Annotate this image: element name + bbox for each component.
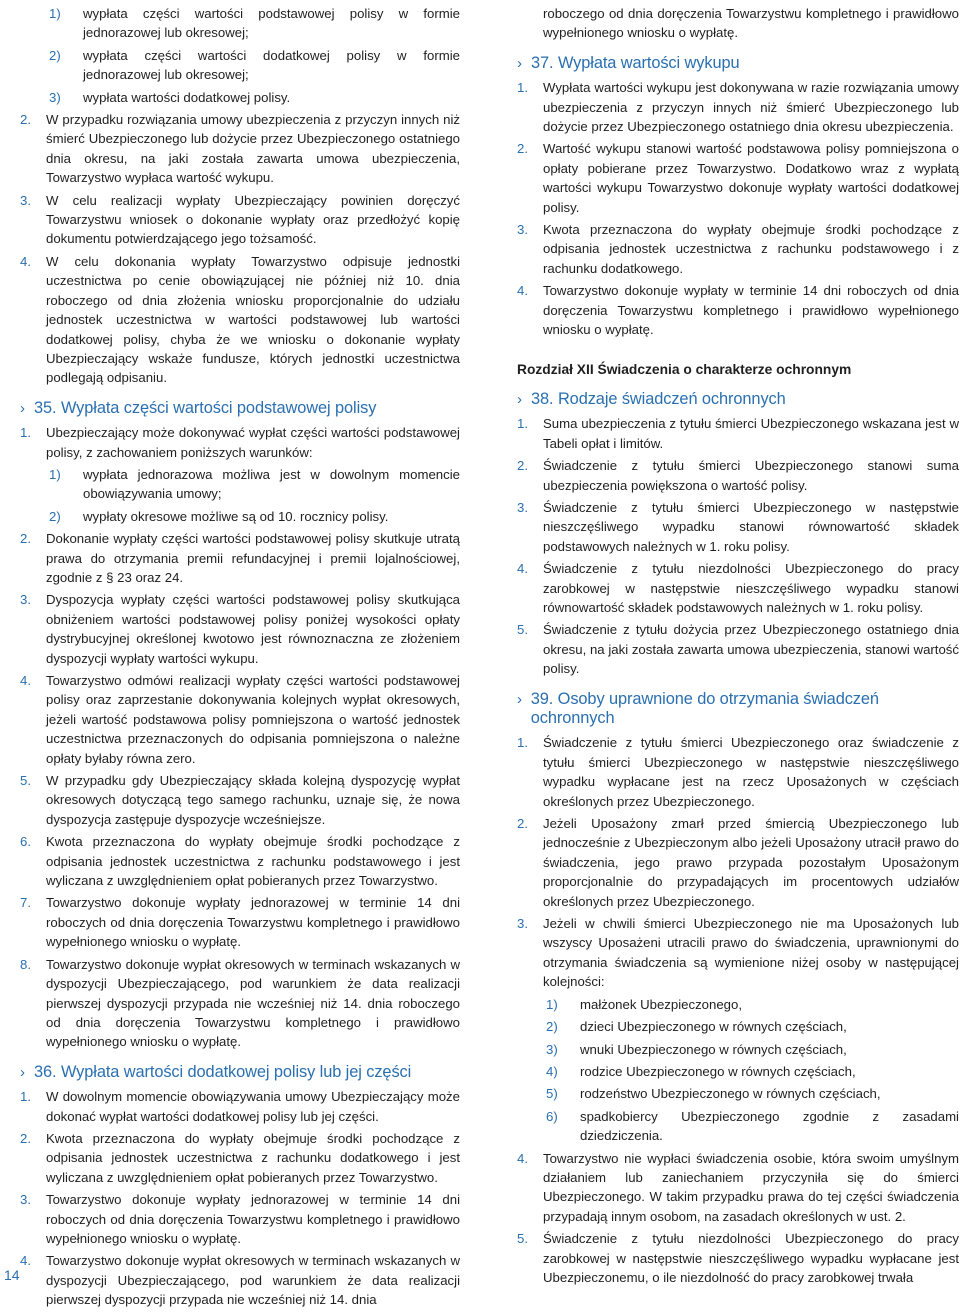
paragraph [517, 220, 959, 278]
item-number: 3) [49, 89, 61, 105]
item-text: wypłaty okresowe możliwe są od 10. rocznicy polisy. [83, 508, 389, 524]
section-heading [20, 399, 460, 418]
paragraph [20, 671, 460, 768]
section-arrow-icon: › [20, 399, 25, 417]
paragraph [20, 1129, 460, 1187]
item-number: 6) [546, 1108, 558, 1124]
paragraph [20, 423, 460, 462]
item-text: małżonek Ubezpieczonego, [580, 996, 743, 1012]
paragraph-text: Towarzystwo nie wypłaci świadczenia osobie, która swoim umyślnym działaniem lub zaniechaniem przyczyniła się do śmierci Ubezpieczonego. W takim przypadku prawa do tej części świadczenia przypadają innym osobom, na zasadach określonych w ust. 2. [543, 1150, 959, 1224]
list-item [49, 88, 460, 107]
list-item [546, 1017, 959, 1036]
paragraph [20, 955, 460, 1052]
paragraph-number: 1. [20, 425, 31, 441]
paragraph-text: W dowolnym momencie obowiązywania umowy Ubezpieczający może dokonać wypłat wartości dodatkowej polisy lub jej części. [46, 1089, 460, 1124]
item-number: 1) [546, 996, 558, 1012]
paragraph-text: Dyspozycja wypłaty części wartości podstawowej polisy skutkująca obniżeniem wartości podstawowej polisy poniżej wysokości opłaty dystrybucyjnej określonej kwotowo jest równoznaczna ze złożeniem dyspozycji wypłaty wartości wykupu. [46, 592, 460, 666]
section-title: 36. Wypłata wartości dodatkowej polisy lub jej części [34, 1062, 412, 1081]
item-text: wypłata części wartości dodatkowej polisy w formie jednorazowej lub okresowej; [83, 47, 460, 83]
paragraph-number: 3. [517, 916, 528, 932]
paragraph [517, 1149, 959, 1227]
paragraph [517, 498, 959, 556]
paragraph-text: Suma ubezpieczenia z tytułu śmierci Ubezpieczonego wskazana jest w Tabeli opłat i limitów. [543, 416, 959, 451]
section-arrow-icon: › [517, 54, 522, 72]
list-item [49, 46, 460, 85]
item-text: rodzeństwo Ubezpieczonego w równych częściach, [580, 1086, 881, 1102]
paragraph-text: Kwota przeznaczona do wypłaty obejmuje środki pochodzące z odpisania jednostek uczestnictwa z rachunku dodatkowego i jest wyliczana z uwzględnieniem opłat pobieranych przez Towarzystwo. [46, 1130, 460, 1185]
paragraph [517, 559, 959, 617]
paragraph-number: 4. [517, 561, 528, 577]
paragraph-number: 3. [20, 192, 31, 208]
paragraph-text: Towarzystwo odmówi realizacji wypłaty części wartości podstawowej polisy oraz zaprzestanie dokonywania kolejnych wypłat okresowych, jeżeli wartość podstawowa polisy pomniejszona o wartość jednostek uczestnictwa przeznaczonych do odpisania pomniejszona o należne opłaty byłaby równa zero. [46, 673, 460, 766]
item-text: rodzice Ubezpieczonego w równych częściach, [580, 1063, 856, 1079]
paragraph [517, 139, 959, 217]
paragraph [517, 914, 959, 992]
paragraph-text: Kwota przeznaczona do wypłaty obejmuje środki pochodzące z odpisania jednostek uczestnictwa z rachunku podstawowego i jest wyliczana z uwzględnieniem opłat pobieranych przez Towarzystwo. [46, 834, 460, 889]
list-item [546, 1040, 959, 1059]
item-number: 1) [49, 466, 61, 482]
paragraph-number: 3. [20, 1192, 31, 1208]
paragraph [20, 529, 460, 587]
paragraph-number: 4. [517, 283, 528, 299]
paragraph-number: 3. [20, 592, 31, 608]
paragraph-number: 5. [20, 773, 31, 789]
item-number: 1) [49, 6, 61, 21]
paragraph [517, 620, 959, 678]
paragraph [517, 456, 959, 495]
list-item [546, 1062, 959, 1081]
paragraph-text: Świadczenie z tytułu niezdolności Ubezpieczonego do pracy zarobkowej w następstwie nieszczęśliwego wypadku stanowi równowartość składek podstawowych należnych w 1. roku polisy. [543, 561, 959, 615]
item-number: 2) [49, 508, 61, 524]
paragraph-text: Wartość wykupu stanowi wartość podstawowa polisy pomniejszona o opłaty pobierane przez Towarzystwo. Dodatkowo wraz z wypłatą wartości wykupu Towarzystwo dokonuje wypłaty wartości dodatkowej polisy. [543, 141, 959, 215]
paragraph-number: 3. [517, 222, 528, 238]
paragraph-text: Towarzystwo dokonuje wypłaty w terminie 14 dni roboczych od dnia doręczenia Towarzystwu kompletnego i prawidłowo wypełnionego wniosku o wypłatę. [543, 283, 959, 338]
section-arrow-icon: › [20, 1063, 25, 1081]
list-item [546, 1107, 959, 1146]
paragraph-text: Wypłata wartości wykupu jest dokonywana w razie rozwiązania umowy ubezpieczenia z przyczyn innych niż śmierć Ubezpieczonego lub dożycie przez Ubezpieczonego ostatniego dnia okresu ubezpieczenia. [543, 80, 959, 135]
item-number: 4) [546, 1063, 558, 1079]
list-item [49, 4, 460, 43]
paragraph-number: 4. [20, 253, 31, 269]
section-arrow-icon: › [517, 390, 522, 408]
paragraph [20, 771, 460, 829]
paragraph [20, 590, 460, 668]
paragraph-number: 2. [517, 816, 528, 832]
paragraph [20, 832, 460, 890]
section-heading [517, 54, 959, 73]
paragraph [517, 281, 959, 339]
item-number: 5) [546, 1086, 558, 1102]
page-number: 14 [4, 1267, 20, 1283]
paragraph-number: 4. [20, 1253, 31, 1269]
item-number: 2) [49, 47, 61, 63]
paragraph [517, 814, 959, 911]
paragraph [20, 893, 460, 951]
paragraph-number: 3. [517, 499, 528, 515]
paragraph-number: 4. [517, 1150, 528, 1166]
paragraph-text: Towarzystwo dokonuje wypłaty jednorazowej w terminie 14 dni roboczych od dnia doręczenia Towarzystwu kompletnego i prawidłowo wypełnionego wniosku o wypłatę. [46, 1192, 460, 1246]
section-heading [517, 690, 959, 729]
paragraph-number: 1. [20, 1089, 31, 1105]
paragraph-number: 5. [517, 622, 528, 638]
section-title: 39. Osoby uprawnione do otrzymania świadczeń ochronnych [530, 689, 879, 727]
paragraph-text: roboczego od dnia doręczenia Towarzystwu kompletnego i prawidłowo wypełnionego wniosku o wypłatę. [543, 6, 959, 41]
paragraph-text: Towarzystwo dokonuje wypłat okresowych w terminach wskazanych w dyspozycji Ubezpieczającego, pod warunkiem że data realizacji pierwszej dyspozycji przypada nie wcześniej niż 14. dnia roboczego od dnia doręczenia Towarzystwu kompletnego i prawidłowo wypełnionego wniosku o wypłatę. [46, 956, 460, 1050]
paragraph [517, 1229, 959, 1287]
paragraph-text: W celu realizacji wypłaty Ubezpieczający powinien doręczyć Towarzystwu wniosek o dokonanie wypłaty oraz przedłożyć kopię dokumentu potwierdzającego jego tożsamość. [46, 192, 460, 247]
item-text: wypłata jednorazowa możliwa jest w dowolnym momencie obowiązywania umowy; [83, 466, 460, 502]
paragraph-text: Jeżeli Uposażony zmarł przed śmiercią Ubezpieczonego lub jednocześnie z Ubezpieczonym albo jeżeli Uposażony utracił prawo do świadczenia, jego prawo przypada pozostałym Uposażonym proporcjonalnie do przypadających im procentowych udziałów określonych przez Ubezpieczonego. [543, 816, 959, 909]
paragraph-text: Ubezpieczający może dokonywać wypłat części wartości podstawowej polisy, z zachowaniem poniższych warunków: [46, 425, 460, 460]
paragraph-number: 2. [20, 1130, 31, 1146]
paragraph [20, 110, 460, 188]
paragraph-text: Świadczenie z tytułu dożycia przez Ubezpieczonego ostatniego dnia okresu, na jaki została zawarta umowa ubezpieczenia, stanowi wartość polisy. [543, 622, 959, 677]
paragraph [20, 1087, 460, 1126]
paragraph-text: W przypadku gdy Ubezpieczający składa kolejną dyspozycję wypłat okresowych dotyczącą tego samego rachunku, uznaje się, że nowa dyspozycja zastępuje dyspozycje wcześniejsze. [46, 773, 460, 827]
paragraph [517, 78, 959, 136]
paragraph [20, 1251, 460, 1309]
paragraph-text: Towarzystwo dokonuje wypłat okresowych w terminach wskazanych w dyspozycji Ubezpieczającego, pod warunkiem że data realizacji pierwszej dyspozycji przypada nie wcześniej niż 14. dnia [46, 1253, 460, 1308]
list-item [49, 507, 460, 526]
paragraph-text: Dokonanie wypłaty części wartości podstawowej polisy skutkuje utratą prawa do otrzymania premii refundacyjnej i premii lojalnościowej, zgodnie z § 23 oraz 24. [46, 531, 460, 585]
left-column [20, 4, 460, 1313]
item-text: dzieci Ubezpieczonego w równych częściach, [580, 1019, 847, 1035]
section-heading [20, 1063, 460, 1082]
paragraph-number: 7. [20, 895, 31, 911]
item-text: wypłata części wartości podstawowej polisy w formie jednorazowej lub okresowej; [83, 6, 460, 41]
paragraph-number: 8. [20, 956, 31, 972]
section-title: 38. Rodzaje świadczeń ochronnych [531, 389, 786, 408]
paragraph [517, 733, 959, 811]
list-item [546, 1084, 959, 1103]
paragraph-text: Świadczenie z tytułu śmierci Ubezpieczonego oraz świadczenie z tytułu śmierci Ubezpieczonego w następstwie nieszczęśliwego wypadku wypłacane jest na rzecz Uposażonych w częściach określonych przez Ubezpieczonego. [543, 735, 959, 809]
item-text: spadkobiercy Ubezpieczonego zgodnie z zasadami dziedziczenia. [580, 1108, 959, 1144]
paragraph-text: Kwota przeznaczona do wypłaty obejmuje środki pochodzące z odpisania jednostek uczestnictwa z rachunku podstawowego i z rachunku dodatkowego. [543, 222, 959, 276]
paragraph [20, 1190, 460, 1248]
item-text: wnuki Ubezpieczonego w równych częściach, [580, 1041, 847, 1057]
paragraph-text: Jeżeli w chwili śmierci Ubezpieczonego nie ma Uposażonych lub wszyscy Uposażeni utracili prawo do świadczenia, uprawnionymi do otrzymania świadczenia są wymienione niżej osoby w następującej kolejności: [543, 916, 959, 990]
item-text: wypłata wartości dodatkowej polisy. [83, 89, 291, 105]
paragraph [517, 414, 959, 453]
paragraph-text: Świadczenie z tytułu śmierci Ubezpieczonego w następstwie nieszczęśliwego wypadku stanowi równowartość składek podstawowych należnych w 1. roku polisy. [543, 499, 959, 554]
paragraph [20, 252, 460, 388]
paragraph-number: 2. [20, 531, 31, 547]
paragraph [20, 191, 460, 249]
item-number: 2) [546, 1019, 558, 1035]
section-title: 37. Wypłata wartości wykupu [531, 53, 740, 72]
paragraph-text: Świadczenie z tytułu niezdolności Ubezpieczonego do pracy zarobkowej w następstwie nieszczęśliwego wypadku wypłacane jest Ubezpieczonemu, o ile niezdolność do pracy zarobkowej trwała [543, 1231, 959, 1285]
paragraph-continuation [517, 4, 959, 43]
item-number: 3) [546, 1041, 558, 1057]
paragraph-text: Świadczenie z tytułu śmierci Ubezpieczonego stanowi suma ubezpieczenia powiększona o wartość polisy. [543, 458, 959, 493]
chapter-title: Rozdział XII Świadczenia o charakterze ochronnym [517, 361, 852, 377]
paragraph-number: 4. [20, 673, 31, 688]
paragraph-number: 2. [517, 141, 528, 157]
paragraph-number: 5. [517, 1231, 528, 1247]
list-item [546, 995, 959, 1014]
paragraph-text: W celu dokonania wypłaty Towarzystwo odpisuje jednostki uczestnictwa po cenie obowiązującej nie później niż 10. dnia roboczego od dnia złożenia wniosku proporcjonalnie do udziału jednostek uczestnictwa w wartości podstawowej lub wartości dodatkowej polisy, chyba że we wniosku o dokonanie wypłaty Ubezpieczający wskaże fundusze, których jednostki uczestnictwa podlegają odpisaniu. [46, 253, 460, 386]
paragraph-text: Towarzystwo dokonuje wypłaty jednorazowej w terminie 14 dni roboczych od dnia doręczenia Towarzystwu kompletnego i prawidłowo wypełnionego wniosku o wypłatę. [46, 895, 460, 950]
paragraph-number: 1. [517, 735, 528, 751]
paragraph-number: 6. [20, 834, 31, 850]
section-arrow-icon: › [517, 690, 522, 708]
section-title: 35. Wypłata części wartości podstawowej polisy [34, 398, 377, 417]
paragraph-number: 1. [517, 416, 528, 432]
section-heading [517, 390, 959, 409]
paragraph-number: 2. [517, 458, 528, 474]
right-column [517, 4, 959, 1290]
list-item [49, 465, 460, 504]
paragraph-text: W przypadku rozwiązania umowy ubezpieczenia z przyczyn innych niż śmierć Ubezpieczonego lub dożycie przez Ubezpieczonego ostatniego dnia okresu, na jaki została zawarta umowa ubezpieczenia, Towarzystwo wypłaca wartość wykupu. [46, 112, 460, 186]
paragraph-number: 2. [20, 112, 31, 128]
paragraph-number: 1. [517, 80, 528, 96]
